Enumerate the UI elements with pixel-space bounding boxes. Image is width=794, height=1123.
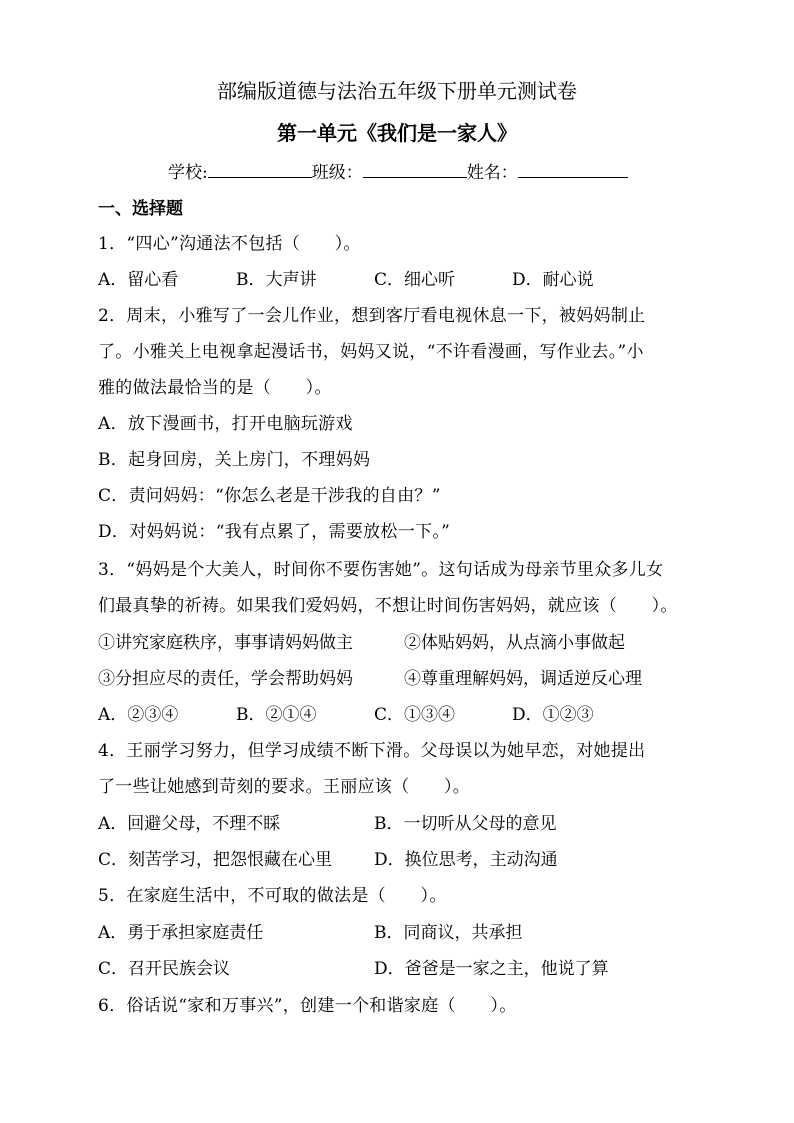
- q3-item-3: ③分担应尽的责任，学会帮助妈妈: [98, 669, 353, 689]
- q4-option-c: C．刻苦学习，把怨恨藏在心里: [98, 850, 333, 870]
- q5-option-d: D．爸爸是一家之主，他说了算: [374, 959, 609, 979]
- q3-item-2: ②体贴妈妈，从点滴小事做起: [404, 633, 625, 653]
- question-3-stem-line-2: 们最真挚的祈祷。如果我们爱妈妈，不想让时间伤害妈妈，就应该（ ）。: [98, 596, 678, 616]
- question-1-stem: 1．“四心”沟通法不包括（ ）。: [98, 234, 361, 254]
- q2-option-c: C．责问妈妈：“你怎么老是干涉我的自由？”: [98, 486, 441, 506]
- question-2-stem-line-1: 2．周末，小雅写了一会儿作业，想到客厅看电视休息一下，被妈妈制止: [98, 306, 646, 326]
- q3-option-a: A．②③④: [98, 705, 179, 725]
- question-2-stem-line-2: 了。小雅关上电视拿起漫话书，妈妈又说，“不许看漫画，写作业去。”小: [98, 342, 644, 362]
- question-3-stem-line-1: 3．“妈妈是个大美人，时间你不要伤害她”。这句话成为母亲节里众多儿女: [98, 560, 664, 580]
- q1-option-a: A．留心看: [98, 270, 179, 290]
- q1-option-b: B．大声讲: [236, 270, 317, 290]
- q3-option-c: C．①③④: [374, 705, 456, 725]
- question-4-stem-line-2: 了一些让她感到苛刻的要求。王丽应该（ ）。: [98, 777, 471, 797]
- unit-title: 第一单元《我们是一家人》: [277, 121, 517, 145]
- q3-option-b: B．②①④: [236, 705, 317, 725]
- q5-option-b: B．同商议，共承担: [374, 923, 523, 943]
- q1-option-c: C．细心听: [374, 270, 456, 290]
- section-heading: 一、选择题: [98, 199, 183, 219]
- question-4-stem-line-1: 4．王丽学习努力，但学习成绩不断下滑。父母误以为她早恋，对她提出: [98, 741, 646, 761]
- student-info-row: [168, 161, 628, 184]
- q3-option-d: D．①②③: [512, 705, 594, 725]
- q4-option-d: D．换位思考，主动沟通: [374, 850, 558, 870]
- class-label: 班级：: [311, 163, 363, 183]
- name-label: 姓名：: [466, 163, 518, 183]
- q2-option-a: A．放下漫画书，打开电脑玩游戏: [98, 414, 353, 434]
- exam-title: 部编版道德与法治五年级下册单元测试卷: [217, 79, 577, 103]
- q2-option-d: D．对妈妈说：“我有点累了，需要放松一下。”: [98, 522, 451, 542]
- q5-option-c: C．召开民族会议: [98, 959, 231, 979]
- class-blank[interactable]: [363, 161, 467, 178]
- q1-option-d: D．耐心说: [512, 270, 594, 290]
- q3-item-4: ④尊重理解妈妈，调适逆反心理: [404, 669, 642, 689]
- q4-option-a: A．回避父母，不理不睬: [98, 814, 281, 834]
- question-5-stem: 5．在家庭生活中，不可取的做法是（ ）。: [98, 886, 447, 906]
- q4-option-b: B．一切听从父母的意见: [374, 814, 557, 834]
- name-blank[interactable]: [518, 161, 628, 178]
- q5-option-a: A．勇于承担家庭责任: [98, 923, 264, 943]
- q3-item-1: ①讲究家庭秩序，事事请妈妈做主: [98, 633, 353, 653]
- school-label: 学校:: [168, 163, 208, 183]
- question-2-stem-line-3: 雅的做法最恰当的是（ ）。: [98, 378, 332, 398]
- school-blank[interactable]: [208, 161, 312, 178]
- question-6-stem: 6．俗话说“家和万事兴”，创建一个和谐家庭（ ）。: [98, 996, 517, 1016]
- q2-option-b: B．起身回房，关上房门，不理妈妈: [98, 450, 371, 470]
